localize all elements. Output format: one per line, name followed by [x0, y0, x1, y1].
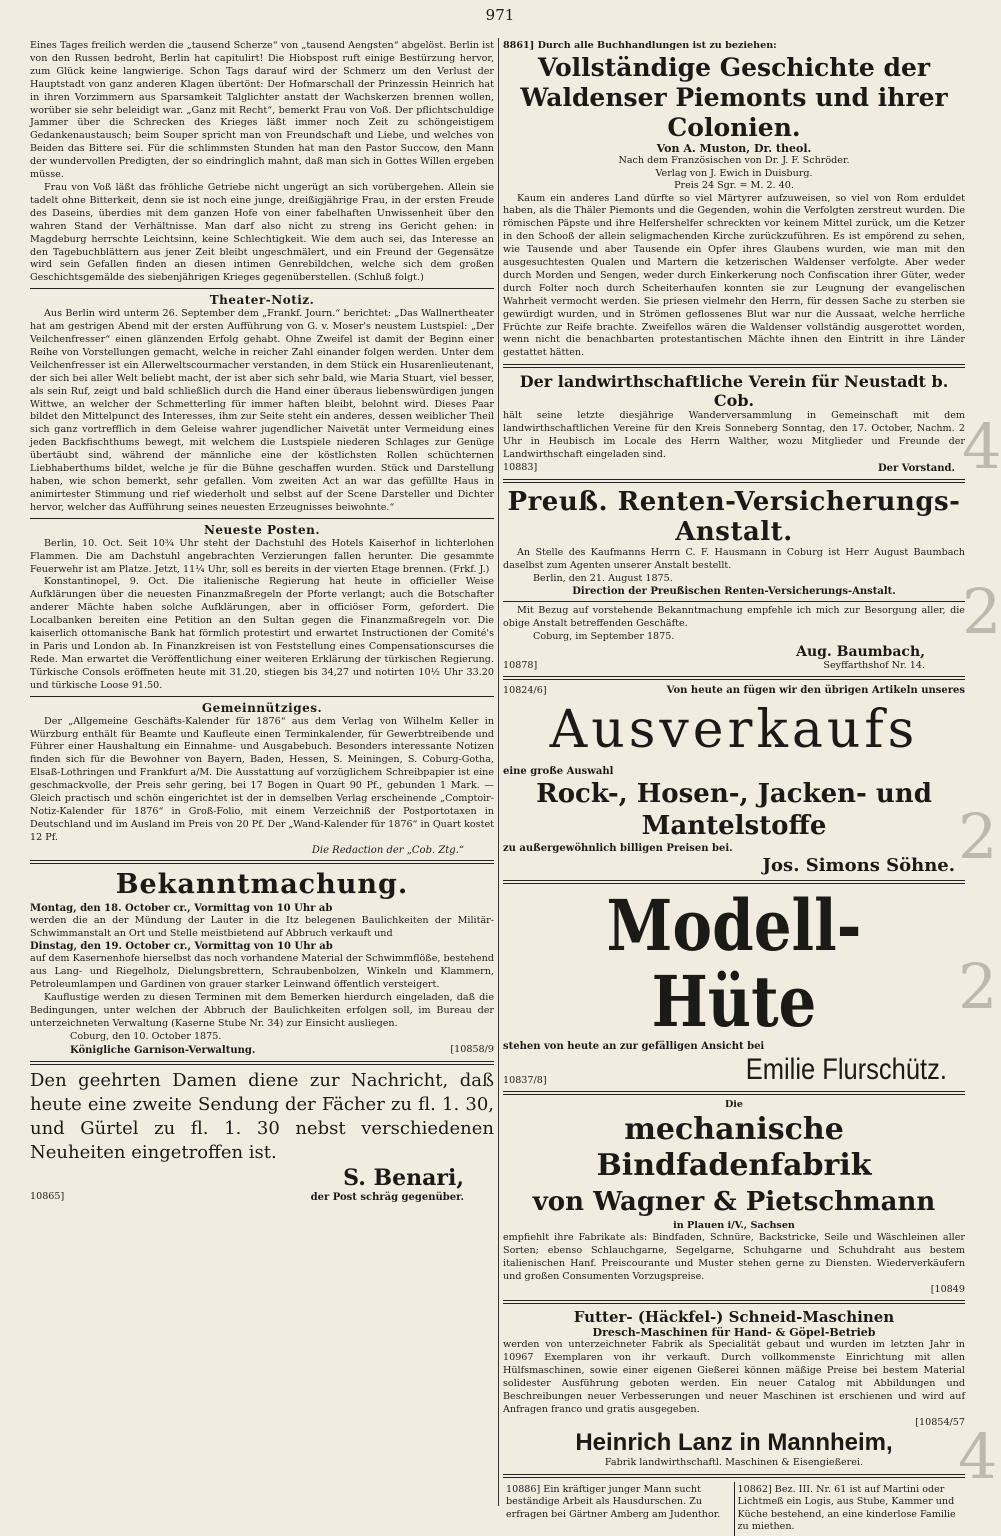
bindfaden-title: mechanische Bindfadenfabrik	[596, 1111, 872, 1183]
gemein-heading: Gemeinnütziges.	[201, 700, 323, 715]
kalender-paragraph: Der „Allgemeine Geschäfts-Kalender für 1876“ aus dem Verlag von Wilhelm Keller in Würzburg enthält für Beamte und Kaufleute einen Terminkalender, für Gewerbtreibende und Führer einer Haushaltung ein Einnahme- und Ausgabebuch. Besonders interessante Notizen finden sich für die Bewohner von Bayern, Baden, Hessen, S. Meiningen, S. Coburg-Gotha, Elsaß-Lothringen und Frankfurt a/M. Die Ausstattung auf vorzüglichem Schreibpapier ist eine geschmackvolle, der Preis sehr gering, bei 17 Bogen in Quart 90 Pf., gebunden 1 Mark. — Gleich practisch und schön eingerichtet ist der in demselben Verlag erscheinende „Comptoir-Notiz-Kalender für 1876“ in Groß-Folio, mit einem Verzeichniß der Postportotaxen in Deutschland und im Ausland im Preis von 20 Pf. Der „Wand-Kalender für 1876“ in Quart kostet 12 Pf.	[30, 715, 494, 843]
section-divider	[30, 518, 494, 519]
section-divider	[503, 479, 965, 483]
ausverkauf-title: Ausverkaufs	[549, 700, 919, 761]
pencil-mark: 2	[962, 575, 1001, 648]
column-divider	[498, 38, 499, 1506]
posten-heading: Neueste Posten.	[203, 522, 321, 537]
wagner-name: von Wagner & Pietschmann	[532, 1186, 936, 1217]
ad-number: 10837/8]	[503, 1074, 547, 1086]
section-divider	[503, 601, 965, 602]
baumbach-text: Mit Bezug auf vorstehende Bekanntmachung empfehle ich mich zur Besorgung aller, die obige Anstalt betreffenden Geschäfte.	[503, 605, 965, 630]
renten-date: Berlin, den 21. August 1875.	[533, 572, 673, 584]
benari-name: S. Benari,	[343, 1164, 464, 1191]
section-divider	[30, 1061, 494, 1065]
bekanntmachung-title: Bekanntmachung.	[115, 868, 409, 900]
redaction-signature: Die Redaction der „Cob. Ztg.“	[311, 844, 464, 856]
news-konstantinopel: Konstantinopel, 9. Oct. Die italienische Regierung hat heute in officieller Weise Aufklärungen über die neuesten Finanzmaßregeln der Pforte verlangt; auch die Botschafter anderer Mächte haben solche Aufklärungen, aber in officiöser Form, gefordert. Die Localbanken bereiten eine Petition an den Sultan gegen die Finanzmaßregeln vor. Die kaiserlich ottomanische Bank hat förmlich protestirt und erwartet Instructionen der Comité's in Paris und London ab. In Finanzkreisen ist von Feststellung eines Compensationscurses die Rede. Man erwartet die Veröffentlichung einer weiteren Erklärung der türkischen Regierung. Türkische Consols eröffneten heute mit 31.20, stiegen bis 34,27 und notirten 10½ Uhr 33.20 und türkische Loose 91.50.	[30, 576, 494, 691]
article-voss-paragraph: Frau von Voß läßt das fröhliche Getriebe nicht ungerügt an sich vorübergehen. Allein sie tadelt ohne Bitterkeit, denn sie ist noch eine junge, dreißigjährige Frau, in der ersten Freude des Daseins, überdies mit dem ganzen Hofe von einer fabelhaften Unwissenheit über den wahren Stand der Verhältnisse. Man darf also nicht zu streng ins Gericht gehen: in Magdeburg herrschte Leichtsinn, keine Schlechtigkeit. Wie dem auch sei, das Interesse an den Tagebuchblättern aus jener Zeit bleibt ungeschmälert, und ein Freund der Gegensätze wird sein Gefallen finden an diesen intimen Genrebildchen, welche sich dem großen Geschichtsgemälde des siebenjährigen Krieges gegenüberstellen. (Schluß folgt.)	[30, 181, 494, 284]
auswahl-text: eine große Auswahl	[503, 766, 614, 778]
classified-job: 10886] Ein kräftiger junger Mann sucht beständige Arbeit als Hausdurschen. Zu erfragen bei Gärtner Amberg am Judenthor.	[506, 1483, 721, 1520]
verein-signature: Der Vorstand.	[877, 462, 955, 474]
verein-title: Der landwirthschaftliche Verein für Neustadt b. Cob.	[519, 372, 949, 411]
modell-hute-title: Modell-Hüte	[606, 884, 862, 1044]
section-divider	[503, 364, 965, 368]
renten-title: Preuß. Renten-Versicherungs-Anstalt.	[507, 486, 961, 547]
baumbach-address: Seyffarthshof Nr. 14.	[823, 659, 925, 671]
section-divider	[503, 1091, 965, 1095]
pencil-mark: 2	[958, 950, 998, 1023]
ad-number: 10883]	[503, 462, 538, 474]
section-divider	[503, 1300, 965, 1304]
dresch-title: Dresch-Maschinen für Hand- & Göpel-Betrieb	[592, 1326, 876, 1340]
section-divider	[503, 676, 965, 680]
news-berlin: Berlin, 10. Oct. Seit 10¾ Uhr steht der Dachstuhl des Hotels Kaiserhof in lichterlohen Flammen. Die am Dachstuhl angebrachten Verzierungen fallen herunter. Die gesammte Feuerwehr ist am Platze. Jetzt, 11¼ Uhr, soll es bereits in der vierten Etage brennen. (Frkf. J.)	[30, 537, 494, 575]
waldenser-translator: Nach dem Französischen von Dr. J. F. Schröder.	[618, 155, 850, 166]
section-divider	[30, 288, 494, 289]
billig-text: zu außergewöhnlich billigen Preisen bei.	[503, 843, 733, 855]
theater-paragraph: Aus Berlin wird unterm 26. September dem „Frankf. Journ.“ berichtet: „Das Wallnertheater hat am gestrigen Abend mit der ersten Aufführung von G. v. Moser's neustem Lustspiel: „Der Veilchenfresser“ einen glänzenden Erfolg gehabt. Ohne Zweifel ist damit der Beginn einer Reihe von Vorstellungen gemacht, welche in reicher Zahl einander folgen werden. Unter dem Veilchenfresser ist ein Allerweltscourmacher verstanden, in dem Stück ein Husarenlieutenant, der sich bei aller Welt beliebt macht, der ist aber sich sehr bald, wie Maria Stuart, viel besser, als sein Ruf, zeigt und bald schließlich durch die Hand einer überaus liebenswürdigen jungen Wittwe, an welcher der Schmetterling für immer haften bleibt, belohnt wird. Dieses Paar bildet den Mittelpunct des Interesses, ihm zur Seite steht ein anderes, dessen weiblicher Theil sich ganz vortrefflich in dem Geleise wahrer jugendlicher Naivetät unter Vermeidung eines jeden Backfischthums bewegt, mit welchem die Lustspiele niederen Schlages zur Genüge übertäubt sind, während der männliche eine der köstlichsten Rollen schüchternen Liebhaberthums bildet, welche je für die Bühne geschaffen wurden. Stück und Darstellung haben, wie schon bemerkt, sehr gefallen. Vom zweiten Act an war das gefüllte Haus in animirtester Stimmung und rief wiederholt und selbst auf der Scene Darsteller und Dichter hervor, welcher das Aufführung seines neuesten Erzeugnisses beiwohnte.“	[30, 308, 494, 513]
ad-number: 10824/6]	[503, 684, 547, 696]
page-number: 971	[485, 6, 515, 24]
dienstag-date: Dinstag, den 19. October cr., Vormittag von 10 Uhr ab	[30, 941, 333, 953]
baumbach-name: Aug. Baumbach,	[796, 643, 925, 660]
lanz-subtitle: Fabrik landwirthschaftl. Maschinen & Eisengießerei.	[604, 1457, 864, 1469]
plauen-location: in Plauen i/V., Sachsen	[673, 1219, 795, 1231]
article-voss-continuation: Eines Tages freilich werden die „tausend Scherze“ von „tausend Aengsten“ abgelöst. Berlin ist von den Russen bedroht, Berlin hat capitulirt! Die Hiobspost ruft einige Bestürzung hervor, zum Glück keine langwierige. Schon Tags darauf wird der Schmerz um den Verlust der Hauptstadt von ganz anderen Klagen übertönt: Der Hofmarschall der Prinzessin Heinrich hat in ihren Vorzimmern aus Sparsamkeit Talglichter anstatt der Wachskerzen brennen wollen, worüber sie sehr beleidigt war. „Ganz mit Recht“, bemerkt Frau von Voß. Der pflichtschuldige Jammer über die Schrecken des Krieges läßt immer noch Zeit zu schöngeistigem Gedankenaustausch; beim Souper spricht man von Freundschaft und Liebe, und welches von Beiden das Bittere sei. Für die schlimmsten Stunden hat man den Pastor Succow, den Mann der wundervollen Predigten, der so eindringlich mahnt, daß man sich in Gottes Willen ergeben müsse.	[30, 40, 494, 181]
simons-intro: Von heute an fügen wir den übrigen Artikeln unseres	[666, 685, 965, 697]
waldenser-publisher: Verlag von J. Ewich in Duisburg.	[655, 167, 813, 179]
ad-number: 10878]	[503, 659, 538, 671]
bindfaden-text: empfiehlt ihre Fabrikate als: Bindfaden, Schnüre, Backstricke, Seile und Wäschleinen aller Sorten; ebenso Schlauchgarne, Segelgarne, Schuhgarne und Schuhdraht aus bestem italienischen Hanf. Preiscourante und Muster stehen gerne zu Diensten. Wiederverkäufern und großen Consumenten Vorzugspreise.	[503, 1232, 965, 1282]
futter-title: Futter- (Häckfel-) Schneid-Maschinen	[573, 1308, 895, 1327]
baumbach-date: Coburg, im September 1875.	[533, 631, 675, 643]
ad-number: [10858/9	[450, 1044, 494, 1056]
waldenser-intro: 8861] Durch alle Buchhandlungen ist zu beziehen:	[503, 40, 777, 51]
waldenser-title: Vollständige Geschichte der Waldenser Piemonts und ihrer Colonien.	[520, 52, 948, 142]
stoffe-title: Rock-, Hosen-, Jacken- und Mantelstoffe	[536, 779, 932, 842]
lanz-name: Heinrich Lanz in Mannheim,	[575, 1429, 893, 1457]
flurschuetz-name: Emilie Flurschütz.	[746, 1053, 948, 1087]
classified-row	[503, 1482, 965, 1536]
section-divider	[30, 696, 494, 697]
pencil-mark: 4	[958, 1420, 998, 1493]
coburg-date: Coburg, den 10. October 1875.	[70, 1030, 222, 1042]
lanz-text: werden von unterzeichneter Fabrik als Specialität gebaut und wurden im letzten Jahr in 10967 Exemplaren von ihr verkauft. Durch vollkommenste Einrichtung mit allen Hülfsmaschinen, sowie einer eigenen Gießerei können mäßige Preise bei bestem Material solidester Ausführung geboten werden. Ein neuer Catalog mit Abbildungen und Beschreibungen neuer Verbesserungen und neuer Maschinen ist erschienen und wird auf Anfragen franco und gratis ausgegeben.	[503, 1339, 965, 1415]
waldenser-price: Preis 24 Sgr. = M. 2. 40.	[674, 180, 794, 191]
waldenser-text: Kaum ein anderes Land dürfte so viel Märtyrer aufzuweisen, so viel von Rom erduldet haben, als die Thäler Piemonts und die Gegenden, wohin die Verfolgten zerstreut wurden. Die römischen Päpste und ihre Helfershelfer schreckten vor keinem Mittel zurück, um die Ketzer in den Schooß der allein seligmachenden Kirche zurückzuführen. Es ist empörend zu sehen, wie Tausende und aber Tausende ein Opfer ihres Glaubens wurden, wie man mit den ausgesuchtesten Qualen und Martern die ketzerischen Waldenser verfolgte. Aber weder durch Morden und Sengen, weder durch Einkerkerung noch Confiscation ihrer Güter, weder durch Folter noch durch Scheiterhaufen konnten sie zur Leugnung der evangelischen Wahrheit vermocht werden. Sie priesen vielmehr den Herrn, für dessen Sache zu sterben sie gewürdigt wurden, und in Strömen geflossenes Blut war nur die Aussaat, welche herrliche Früchte zur Reife brachte. Zweifellos wären die Waldenser vollständig ausgerottet worden, wenn nicht die benachbarten protestantischen Mächte ihnen den Eintritt in ihre Länder gestattet hätten.	[503, 192, 965, 359]
left-column	[30, 40, 494, 1502]
section-divider	[30, 860, 494, 864]
benari-address: der Post schräg gegenüber.	[310, 1191, 464, 1203]
verein-text: hält seine letzte diesjährige Wanderversammlung in Gemeinschaft mit dem landwirthschaftlichen Vereine für den Kreis Sonneberg Sonntag, den 17. October, Nachm. 2 Uhr in Heubisch im Locale des Herrn Walther, wozu Mitglieder und Freunde der Landwirthschaft eingeladen sind.	[503, 410, 965, 460]
renten-direction: Direction der Preußischen Renten-Versicherungs-Anstalt.	[572, 586, 896, 598]
ad-number: [10849	[930, 1283, 965, 1295]
montag-text: werden die an der Mündung der Lauter in die Itz belegenen Baulichkeiten der Militär-Schwimmanstalt an Ort und Stelle meistbietend auf Abbruch verkauft und	[30, 914, 494, 939]
montag-date: Montag, den 18. October cr., Vormittag von 10 Uhr ab	[30, 902, 333, 914]
right-column	[503, 40, 965, 1533]
pencil-mark: 2	[958, 800, 998, 873]
die-label: Die	[724, 1099, 744, 1111]
ad-number: [10854/57	[915, 1416, 965, 1428]
renten-text: An Stelle des Kaufmanns Herrn C. F. Hausmann in Coburg ist Herr August Baumbach daselbst zum Agenten unserer Anstalt bestellt.	[503, 546, 965, 571]
garnison-signature: Königliche Garnison-Verwaltung.	[70, 1044, 256, 1056]
theater-heading: Theater-Notiz.	[209, 293, 315, 308]
modell-subtitle: stehen von heute an zur gefälligen Ansicht bei	[503, 1041, 765, 1053]
pencil-mark: 4	[962, 410, 1001, 483]
ad-number: 10865]	[30, 1191, 65, 1203]
section-divider	[503, 1474, 965, 1478]
dienstag-text: auf dem Kasernenhofe hierselbst das noch vorhandene Material der Schwimmflöße, bestehend aus Lang- und Riegelholz, Dielungsbrettern, Schraubenbolzen, Winkeln und Klammern, Petroleumlampen und Gardinen von grauer starker Leinwand öffentlich versteigert.	[30, 953, 494, 991]
kauflustige-text: Kauflustige werden zu diesen Terminen mit dem Bemerken hierdurch eingeladen, daß die Bedingungen, unter welchen der Abbruch der Baulichkeiten erfolgen soll, im Bureau der unterzeichneten Verwaltung (Kaserne Stube Nr. 34) zur Einsicht ausliegen.	[30, 992, 494, 1029]
benari-notice: Den geehrten Damen diene zur Nachricht, daß heute eine zweite Sendung der Fächer zu fl. 1. 30, und Gürtel zu fl. 1. 30 nebst verschiedenen Neuheiten eingetroffen ist.	[30, 1069, 494, 1163]
simons-signature: Jos. Simons Söhne.	[762, 855, 955, 877]
waldenser-author: Von A. Muston, Dr. theol.	[656, 141, 812, 155]
classified-logis: 10862] Bez. III. Nr. 61 ist auf Martini oder Lichtmeß ein Logis, aus Stube, Kammer und Küche bestehend, an eine kinderlose Familie zu miethen.	[734, 1482, 966, 1536]
